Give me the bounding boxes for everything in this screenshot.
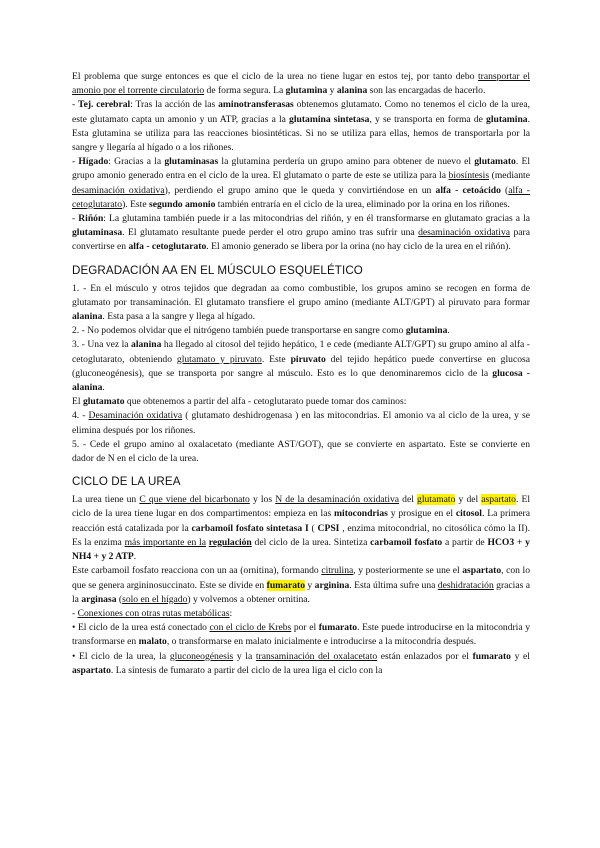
intro-paragraph: El problema que surge entonces es que el ciclo de la urea no tiene lugar en estos tej, por tanto debo transportar el amonio por el torrente circulatorio de forma segura. La glutamina y alanina son las encargadas de hacerlo. <box>72 71 530 97</box>
highlight-glutamato: glutamato <box>417 494 456 506</box>
highlight-fumarato: fumarato <box>266 579 306 591</box>
cerebral-paragraph: - Tej. cerebral: Tras la acción de las aminotransferasas obtenemos glutamato. Como no tenemos el ciclo de la urea, este glutamato capta un amonio y un ATP, gracias a la glutamina sintetasa, y se transporta en forma de glutamina. Esta glutamina se utiliza para las reacciones biosintéticas. Si no se utiliza para ellas, hemos de transportarla por la sangre y llegaría al hígado o a los riñones. <box>72 99 531 154</box>
highlight-aspartato: aspartato <box>481 494 516 506</box>
document-body <box>72 70 530 678</box>
rinon-paragraph: - Riñón: La glutamina también puede ir a las mitocondrias del riñón, y en él transformarse en glutamato gracias a la glutaminasa. El glutamato resultante puede perder el otro grupo amino tras sufrir una desaminación oxidativa para convertirse en alfa - cetoglutarato. El amonio generado se libera por la orina (no hay ciclo de la urea en el riñón). <box>72 213 530 253</box>
muscle-item-4: 4. - Desaminación oxidativa ( glutamato deshidrogenasa ) en las mitocondrias. El amonio va al ciclo de la urea, y se elimina después por los riñones. <box>72 410 530 436</box>
muscle-item-2: 2. - No podemos olvidar que el nitrógeno también puede transportarse en sangre como glutamina. <box>72 325 450 337</box>
urea-bullet-1: • El ciclo de la urea está conectado con el ciclo de Krebs por el fumarato. Este puede introducirse en la mitocondria y transformarse en malato, o transformarse en malato inicialmente e introducirse a la mitocondria después. <box>72 622 530 648</box>
section-heading-urea: CICLO DE LA UREA <box>72 475 181 489</box>
muscle-item-5: 5. - Cede el grupo amino al oxalacetato (mediante AST/GOT), que se convierte en aspartato. Este se convierte en dador de N en el ciclo de la urea. <box>72 438 530 465</box>
muscle-paths-intro: El glutamato que obtenemos a partir del alfa - cetoglutarato puede tomar dos caminos: <box>72 396 407 408</box>
urea-paragraph-1: La urea tiene un C que viene del bicarbonato y los N de la desaminación oxidativa del glutamato y del aspartato. El ciclo de la urea tiene lugar en dos compartimentos: empieza en las mitocondrias y prosigue en el citosol. La primera reacción está catalizada por la carbamoil fosfato sintetasa I ( CPSI , enzima mitocondrial, no citosólica cómo la II). Es la enzima más importante en la regulación del ciclo de la urea. Sintetiza carbamoil fosfato a partir de HCO3 + y NH4 + y 2 ATP. <box>72 494 530 563</box>
higado-paragraph: - Hígado: Gracias a la glutaminasas la glutamina perdería un grupo amino para obtener de nuevo el glutamato. El grupo amonio generado entra en el ciclo de la urea. El glutamato o parte de este se utiliza para la biosíntesis (mediante desaminación oxidativa), perdiendo el grupo amino que le queda y convirtiéndose en un alfa - cetoácido (alfa - cetoglutarato). Este segundo amonio también entraría en el ciclo de la urea, eliminado por la orina en los riñones. <box>72 156 530 210</box>
muscle-item-1: 1. - En el músculo y otros tejidos que degradan aa como combustible, los grupos amino se recogen en forma de glutamato por transaminación. El glutamato transfiere el grupo amino (mediante ALT/GPT) al piruvato para formar alanina. Esta pasa a la sangre y llega al hígado. <box>72 282 530 323</box>
muscle-item-3: 3. - Una vez la alanina ha llegado al citosol del tejido hepático, 1 e cede (mediante ALT/GPT) su grupo amino al alfa - cetoglutarato, obteniendo glutamato y piruvato. Este piruvato del tejido hepático puede convertirse en glucosa (gluconeogénesis), que se transporta por sangre al músculo. Esto es lo que denominaremos ciclo de la glucosa - alanina. <box>72 339 530 394</box>
urea-bullet-2: • El ciclo de la urea, la gluconeogénesis y la transaminación del oxalacetato están enlazados por el fumarato y el aspartato. La síntesis de fumarato a partir del ciclo de la urea liga el ciclo con la <box>72 650 530 676</box>
urea-connections-heading: - Conexiones con otras rutas metabólicas: <box>72 607 233 619</box>
section-heading-muscle: DEGRADACIÓN AA EN EL MÚSCULO ESQUELÉTICO <box>72 263 363 277</box>
urea-paragraph-2: Este carbamoil fosfato reacciona con un aa (ornitina), formando citrulina, y posteriormente se une el aspartato, con lo que se genera argininosuccinato. Este se divide en fumarato y arginina. Esta última sufre una deshidratación gracias a la arginasa (solo en el hígado) y volvemos a obtener ornitina. <box>72 565 530 605</box>
